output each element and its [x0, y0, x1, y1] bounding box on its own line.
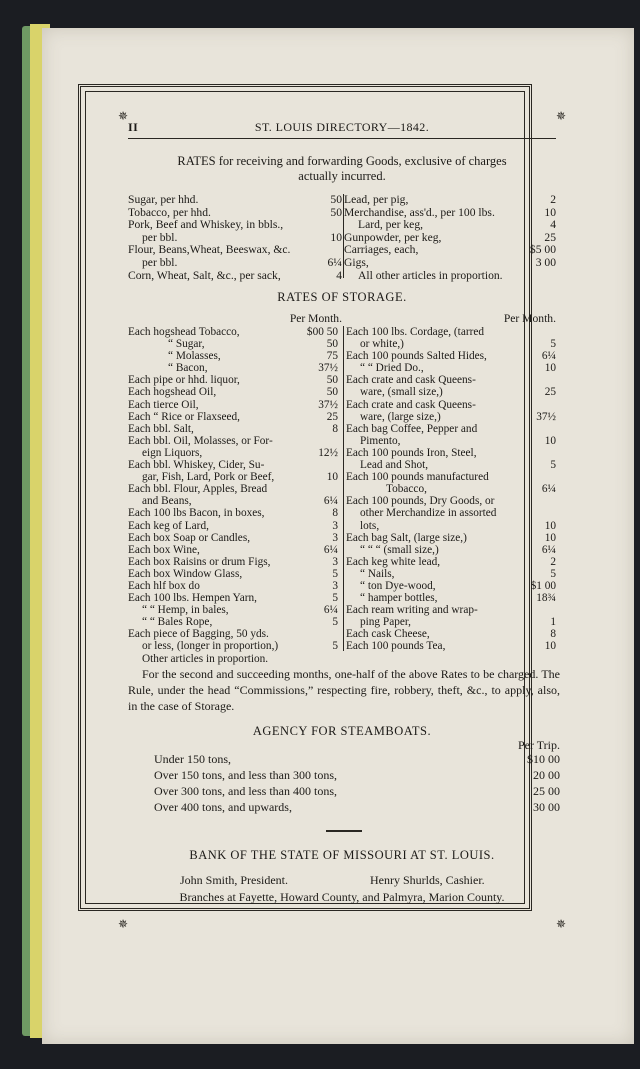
- row-value: 6¼: [323, 543, 338, 556]
- row-item: or white,): [360, 338, 404, 351]
- row-item: Each box Soap or Candles,: [128, 531, 251, 544]
- table-row: [346, 411, 556, 423]
- row-value: 2: [550, 555, 556, 568]
- row-value: 5: [332, 616, 338, 629]
- row-value: 3: [332, 531, 338, 544]
- table-row: [128, 194, 342, 207]
- row-value: 6¼: [541, 543, 556, 556]
- row-item: Each bag Coffee, Pepper and: [346, 422, 478, 435]
- row-item: Lead and Shot,: [360, 459, 429, 472]
- row-item: per bbl.: [142, 255, 178, 269]
- row-item: Each bbl. Whiskey, Cider, Su-: [128, 459, 265, 472]
- row-value: 8: [332, 507, 338, 520]
- row-value: 50: [326, 374, 338, 387]
- table-row: [344, 257, 556, 270]
- row-value: 50: [330, 205, 342, 219]
- table-row: [346, 495, 556, 507]
- table-row: [128, 270, 342, 283]
- row-item: Each 100 pounds Iron, Steel,: [346, 446, 477, 459]
- row-item: Carriages, each,: [344, 243, 419, 257]
- row-item: gar, Fish, Lard, Pork or Beef,: [142, 471, 275, 484]
- table-row: [128, 568, 338, 580]
- row-value: 10: [544, 519, 556, 532]
- row-item: Lard, per keg,: [358, 218, 424, 232]
- table-row: [128, 326, 338, 338]
- row-value: 6¼: [323, 604, 338, 617]
- row-item: Each keg of Lard,: [128, 519, 209, 532]
- row-item: Each ream writing and wrap-: [346, 604, 478, 617]
- table-row: [128, 604, 338, 616]
- steamboats-title: AGENCY FOR STEAMBOATS.: [252, 724, 432, 738]
- corner-ornament-icon: ✵: [118, 917, 129, 931]
- row-item: All other articles in proportion.: [358, 268, 503, 282]
- column-divider: [343, 326, 344, 651]
- table-row: [128, 616, 338, 628]
- row-item: Each box Raisins or drum Figs,: [128, 555, 271, 568]
- table-row: [128, 471, 338, 483]
- row-value: 3: [332, 519, 338, 532]
- row-item: Gigs,: [344, 255, 369, 269]
- row-item: ware, (large size,): [360, 410, 441, 423]
- row-value: 25: [326, 410, 338, 423]
- row-item: Each hlf box do: [128, 579, 200, 592]
- receiving-left-column: [128, 194, 342, 282]
- row-item: Gunpowder, per keg,: [344, 230, 442, 244]
- row-item: Each box Wine,: [128, 543, 200, 556]
- table-row: [128, 350, 338, 362]
- receiving-right-column: [344, 194, 556, 282]
- row-item: “ ton Dye-wood,: [360, 579, 436, 592]
- row-item: Each 100 pounds, Dry Goods, or: [346, 495, 495, 508]
- table-row: [346, 483, 556, 495]
- table-row: [128, 520, 338, 532]
- table-row: [154, 783, 560, 799]
- table-row: [154, 751, 560, 767]
- table-row: [128, 653, 338, 665]
- storage-right-column: [346, 326, 556, 653]
- row-value: 6¼: [541, 483, 556, 496]
- bank-president: John Smith, President.: [180, 873, 289, 887]
- row-value: 30 00: [533, 800, 560, 814]
- storage-left-heading: Per Month.: [289, 312, 342, 325]
- row-item: Flour, Beans,Wheat, Beeswax, &c.: [128, 243, 291, 257]
- row-item: Each 100 pounds Salted Hides,: [346, 350, 487, 363]
- row-value: 10: [544, 362, 556, 375]
- row-item: Over 400 tons, and upwards,: [154, 800, 292, 814]
- row-item: Merchandise, ass'd., per 100 lbs.: [344, 205, 495, 219]
- table-row: [128, 459, 338, 471]
- row-item: Under 150 tons,: [154, 752, 231, 766]
- table-row: [128, 628, 338, 640]
- bank-branches: Branches at Fayette, Howard County, and Palmyra, Marion County.: [179, 890, 505, 904]
- table-row: [346, 386, 556, 398]
- row-item: “ Bacon,: [168, 362, 208, 375]
- receiving-title: RATES for receiving and forwarding Goods, exclusive of charges actually incurred.: [177, 154, 507, 183]
- row-value: $00 50: [306, 326, 338, 338]
- table-row: [346, 374, 556, 386]
- table-row: [344, 270, 556, 283]
- row-value: 37½: [318, 398, 338, 411]
- table-row: [346, 507, 556, 519]
- row-value: 10: [326, 471, 338, 484]
- page-number: II: [128, 120, 139, 134]
- row-item: ping Paper,: [360, 616, 412, 629]
- row-value: 4: [336, 268, 342, 282]
- table-row: [346, 556, 556, 568]
- row-item: Tobacco,: [386, 483, 427, 496]
- row-value: 5: [550, 338, 556, 351]
- table-row: [128, 447, 338, 459]
- row-item: Each crate and cask Queens-: [346, 398, 476, 411]
- row-item: Each tierce Oil,: [128, 398, 199, 411]
- row-item: “ “ Hemp, in bales,: [142, 604, 229, 617]
- row-value: 10: [330, 230, 342, 244]
- row-value: 20 00: [533, 768, 560, 782]
- storage-left-column: [128, 326, 338, 665]
- row-value: 50: [326, 338, 338, 351]
- row-value: 6¼: [323, 495, 338, 508]
- table-row: [128, 556, 338, 568]
- row-item: “ “ “ (small size,): [360, 543, 439, 556]
- row-value: $5 00: [529, 243, 556, 257]
- table-row: [154, 767, 560, 783]
- row-item: Each bbl. Flour, Apples, Bread: [128, 483, 268, 496]
- row-item: Each bbl. Oil, Molasses, or For-: [128, 434, 273, 447]
- row-value: 3: [332, 579, 338, 592]
- table-row: [128, 338, 338, 350]
- row-value: 5: [550, 567, 556, 580]
- row-item: or less, (longer in proportion,): [142, 640, 279, 653]
- table-row: [128, 411, 338, 423]
- row-item: “ “ Dried Do.,: [360, 362, 424, 375]
- row-item: Each 100 lbs. Hempen Yarn,: [128, 592, 257, 605]
- row-value: 25: [544, 386, 556, 399]
- row-item: ware, (small size,): [360, 386, 443, 399]
- row-value: 6¼: [327, 255, 342, 269]
- per-trip-heading: Per Trip.: [517, 738, 560, 752]
- storage-right-heading: Per Month.: [503, 312, 556, 325]
- table-row: [128, 532, 338, 544]
- corner-ornament-icon: ✵: [118, 109, 129, 123]
- row-item: lots,: [360, 519, 380, 532]
- row-value: 8: [332, 422, 338, 435]
- row-item: “ Molasses,: [168, 350, 221, 363]
- row-item: Each keg white lead,: [346, 555, 441, 568]
- row-item: Pimento,: [360, 434, 401, 447]
- table-row: [346, 447, 556, 459]
- row-value: 5: [332, 567, 338, 580]
- row-value: 50: [326, 386, 338, 399]
- row-item: Each 100 lbs Bacon, in boxes,: [128, 507, 265, 520]
- table-row: [346, 628, 556, 640]
- row-item: Each box Window Glass,: [128, 567, 243, 580]
- row-value: 6¼: [541, 350, 556, 363]
- row-item: Lead, per pig,: [344, 193, 409, 206]
- row-value: 25: [544, 230, 556, 244]
- row-item: Each hogshead Oil,: [128, 386, 217, 399]
- row-item: per bbl.: [142, 230, 178, 244]
- table-row: [128, 399, 338, 411]
- table-row: [346, 580, 556, 592]
- table-row: [346, 520, 556, 532]
- table-row: [128, 435, 338, 447]
- table-row: [346, 362, 556, 374]
- row-item: Each piece of Bagging, 50 yds.: [128, 628, 269, 641]
- table-row: [128, 362, 338, 374]
- row-item: Each pipe or hhd. liquor,: [128, 374, 240, 387]
- row-value: 10: [544, 640, 556, 653]
- row-item: Each hogshead Tobacco,: [128, 326, 240, 338]
- table-row: [154, 799, 560, 815]
- row-item: “ hamper bottles,: [360, 592, 438, 605]
- table-row: [346, 423, 556, 435]
- row-value: $10 00: [527, 752, 560, 766]
- table-row: [346, 326, 556, 338]
- row-value: 10: [544, 434, 556, 447]
- table-row: [128, 219, 342, 232]
- table-row: [346, 568, 556, 580]
- row-value: 2: [550, 193, 556, 206]
- row-value: 8: [550, 628, 556, 641]
- table-row: [344, 219, 556, 232]
- row-item: Other articles in proportion.: [142, 652, 269, 665]
- storage-note: For the second and succeeding months, one-half of the above Rates to be charged. The Rule, under the head “Commissions,” respecting fire, robbery, theft, &c., to apply, also, in the case of Storage.: [128, 667, 560, 713]
- table-row: [128, 592, 338, 604]
- row-item: Each “ Rice or Flaxseed,: [128, 410, 240, 423]
- table-row: [346, 604, 556, 616]
- row-item: eign Liquors,: [142, 446, 203, 459]
- row-value: 37½: [536, 410, 556, 423]
- table-row: [346, 616, 556, 628]
- row-item: Each 100 pounds Tea,: [346, 640, 446, 653]
- row-item: Tobacco, per hhd.: [128, 205, 211, 219]
- header-rule: [128, 138, 556, 139]
- row-item: Each crate and cask Queens-: [346, 374, 476, 387]
- table-row: [346, 338, 556, 350]
- table-row: [346, 592, 556, 604]
- table-row: [128, 507, 338, 519]
- row-item: Over 150 tons, and less than 300 tons,: [154, 768, 337, 782]
- row-value: 1: [550, 616, 556, 629]
- row-value: 10: [544, 531, 556, 544]
- table-row: [346, 471, 556, 483]
- table-row: [344, 244, 556, 257]
- row-item: and Beans,: [142, 495, 192, 508]
- row-value: 12½: [318, 446, 338, 459]
- table-row: [128, 640, 338, 652]
- table-row: [128, 544, 338, 556]
- table-row: [346, 350, 556, 362]
- corner-ornament-icon: ✵: [556, 109, 567, 123]
- table-row: [128, 374, 338, 386]
- row-value: 10: [544, 205, 556, 219]
- row-value: $1 00: [530, 579, 556, 592]
- row-item: Corn, Wheat, Salt, &c., per sack,: [128, 268, 281, 282]
- row-value: 5: [332, 592, 338, 605]
- table-row: [346, 640, 556, 652]
- running-title: ST. LOUIS DIRECTORY—1842.: [254, 120, 430, 134]
- row-item: Each bag Salt, (large size,): [346, 531, 467, 544]
- row-item: Each cask Cheese,: [346, 628, 430, 641]
- table-row: [344, 194, 556, 207]
- row-item: Each 100 pounds manufactured: [346, 471, 489, 484]
- row-item: “ Sugar,: [168, 338, 205, 351]
- table-row: [128, 580, 338, 592]
- section-rule: [326, 830, 362, 832]
- row-value: 37½: [318, 362, 338, 375]
- row-item: Each bbl. Salt,: [128, 422, 194, 435]
- row-value: 75: [326, 350, 338, 363]
- table-row: [128, 483, 338, 495]
- bank-title: BANK OF THE STATE OF MISSOURI AT ST. LOUIS.: [189, 848, 495, 862]
- row-value: 50: [330, 193, 342, 206]
- row-value: 3: [332, 555, 338, 568]
- row-item: Sugar, per hhd.: [128, 193, 199, 206]
- corner-ornament-icon: ✵: [556, 917, 567, 931]
- row-value: 25 00: [533, 784, 560, 798]
- row-item: Each 100 lbs. Cordage, (tarred: [346, 326, 485, 338]
- table-row: [346, 544, 556, 556]
- table-row: [346, 459, 556, 471]
- row-value: 5: [332, 640, 338, 653]
- table-row: [128, 495, 338, 507]
- row-item: “ “ Bales Rope,: [142, 616, 213, 629]
- table-row: [128, 257, 342, 270]
- row-item: “ Nails,: [360, 567, 395, 580]
- table-row: [346, 435, 556, 447]
- row-item: Pork, Beef and Whiskey, in bbls.,: [128, 218, 284, 232]
- row-value: 5: [550, 459, 556, 472]
- row-item: Over 300 tons, and less than 400 tons,: [154, 784, 337, 798]
- table-row: [346, 532, 556, 544]
- row-item: other Merchandize in assorted: [360, 507, 497, 520]
- table-row: [346, 399, 556, 411]
- table-row: [128, 386, 338, 398]
- row-value: 3 00: [535, 255, 556, 269]
- storage-title: RATES OF STORAGE.: [277, 290, 407, 304]
- row-value: 18¾: [536, 592, 556, 605]
- table-row: [128, 423, 338, 435]
- bank-cashier: Henry Shurlds, Cashier.: [370, 873, 485, 887]
- steamboat-rates: [154, 751, 560, 815]
- row-value: 4: [550, 218, 556, 232]
